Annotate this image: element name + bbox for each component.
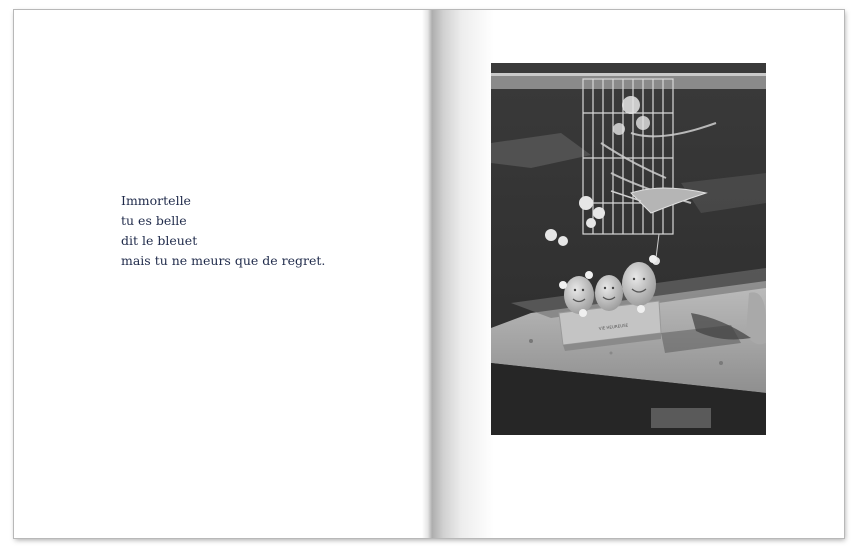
photograph-illustration (491, 63, 766, 435)
poem-line: dit le bleuet (121, 233, 198, 248)
left-page (14, 10, 429, 538)
photograph (491, 63, 766, 435)
poem (121, 191, 325, 271)
poem-line: Immortelle (121, 193, 191, 208)
poem-line: mais tu ne meurs que de regret. (121, 253, 326, 268)
poem-line: tu es belle (121, 213, 187, 228)
svg-text:VIE HEUREUSE: VIE HEUREUSE (598, 322, 629, 331)
